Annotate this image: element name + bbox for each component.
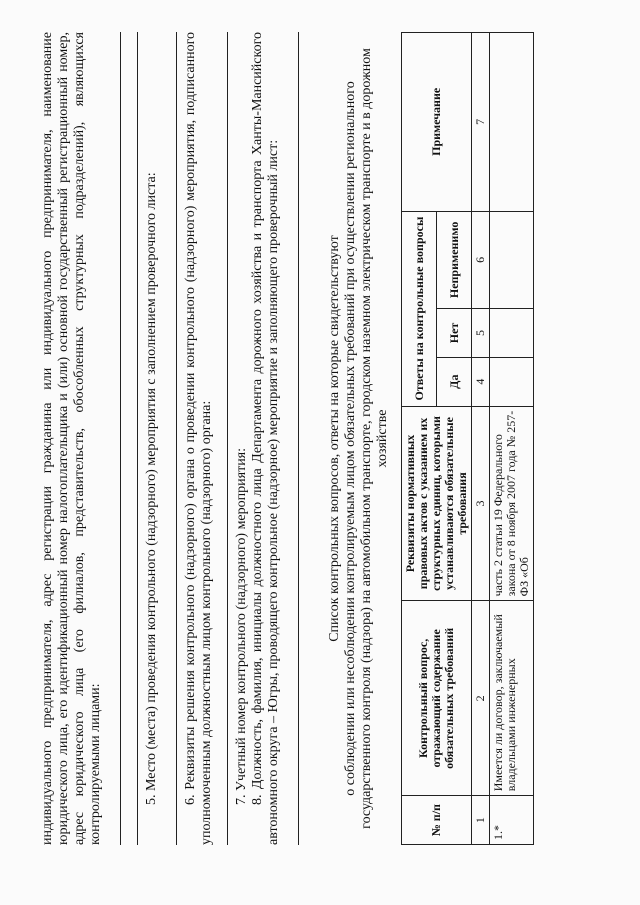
- column-number-row: [472, 33, 490, 845]
- checklist-table: [401, 32, 534, 845]
- fill-line: [217, 32, 228, 845]
- header-note: Примечание: [402, 33, 472, 212]
- header-answers: Ответы на контрольные вопросы: [402, 211, 437, 406]
- row-num: 1.*: [490, 796, 534, 845]
- item-5: 5. Место (места) проведения контрольного (надзорного) мероприятия с заполнением проверочного листа:: [144, 172, 159, 805]
- item-6: 6. Реквизиты решения контрольного (надзорного) органа о проведении контрольного (надзорного) мероприятия, подписанного уполномоченным должностным лицом контрольного (надзорного) органа:: [183, 32, 214, 845]
- list-title: Список контрольных вопросов, ответы на которые свидетельствуют: [327, 235, 342, 642]
- header-na: Неприменимо: [437, 211, 472, 308]
- fill-line: [162, 32, 177, 845]
- header-requisites: Реквизиты нормативных правовых актов с указанием их структурных единиц, которыми устанавливаются обязательные требования: [402, 406, 472, 601]
- item-7: 7. Учетный номер контрольного (надзорного) мероприятия:: [234, 447, 249, 805]
- row-no-cell[interactable]: [490, 309, 534, 358]
- header-row: [402, 33, 437, 845]
- col-number: 3: [472, 406, 490, 601]
- fill-line: [127, 32, 138, 845]
- row-na-cell[interactable]: [490, 211, 534, 308]
- fill-line: [106, 32, 121, 845]
- header-no: Нет: [437, 309, 472, 358]
- col-number: 4: [472, 357, 490, 406]
- intro-paragraph: индивидуального предпринимателя, адрес регистрации гражданина или индивидуального предпринимателя, наименование юридического лица, его идентификационный номер налогоплательщика и (или) основной государственный регистрационный номер, адрес юридического лица (его филиалов, представительств, обособленных структурных подразделений), являющихся контролируемыми лицами:: [40, 32, 103, 845]
- row-question: Имеется ли договор, заключаемый владельцами инженерных: [490, 601, 534, 796]
- item-8: 8. Должность, фамилия, инициалы должностного лица Департамента дорожного хозяйства и транспорта Ханты-Мансийского автономного округа – Югры, проводящего контрольное (надзорное) мероприятие и заполняющего проверочный лист:: [250, 32, 281, 845]
- header-yes: Да: [437, 357, 472, 406]
- col-number: 6: [472, 211, 490, 308]
- col-number: 7: [472, 33, 490, 212]
- row-yes-cell[interactable]: [490, 357, 534, 406]
- col-number: 1: [472, 796, 490, 845]
- fill-line: [284, 32, 299, 845]
- table-row: [490, 33, 534, 845]
- document-content: [40, 32, 600, 845]
- col-number: 2: [472, 601, 490, 796]
- row-requisites: часть 2 статьи 19 Федерального закона от 8 ноября 2007 года № 257-ФЗ «Об: [490, 406, 534, 601]
- header-question: Контрольный вопрос, отражающий содержание обязательных требований: [402, 601, 472, 796]
- list-subtitle: о соблюдении или несоблюдении контролируемым лицом обязательных требований при осуществлении регионального государственного контроля (надзора) на автомобильном транспорте, городском наземном электрическом транспорте и в дорожном хозяйстве: [343, 48, 390, 829]
- col-number: 5: [472, 309, 490, 358]
- header-num: № п/п: [402, 796, 472, 845]
- row-note-cell[interactable]: [490, 33, 534, 212]
